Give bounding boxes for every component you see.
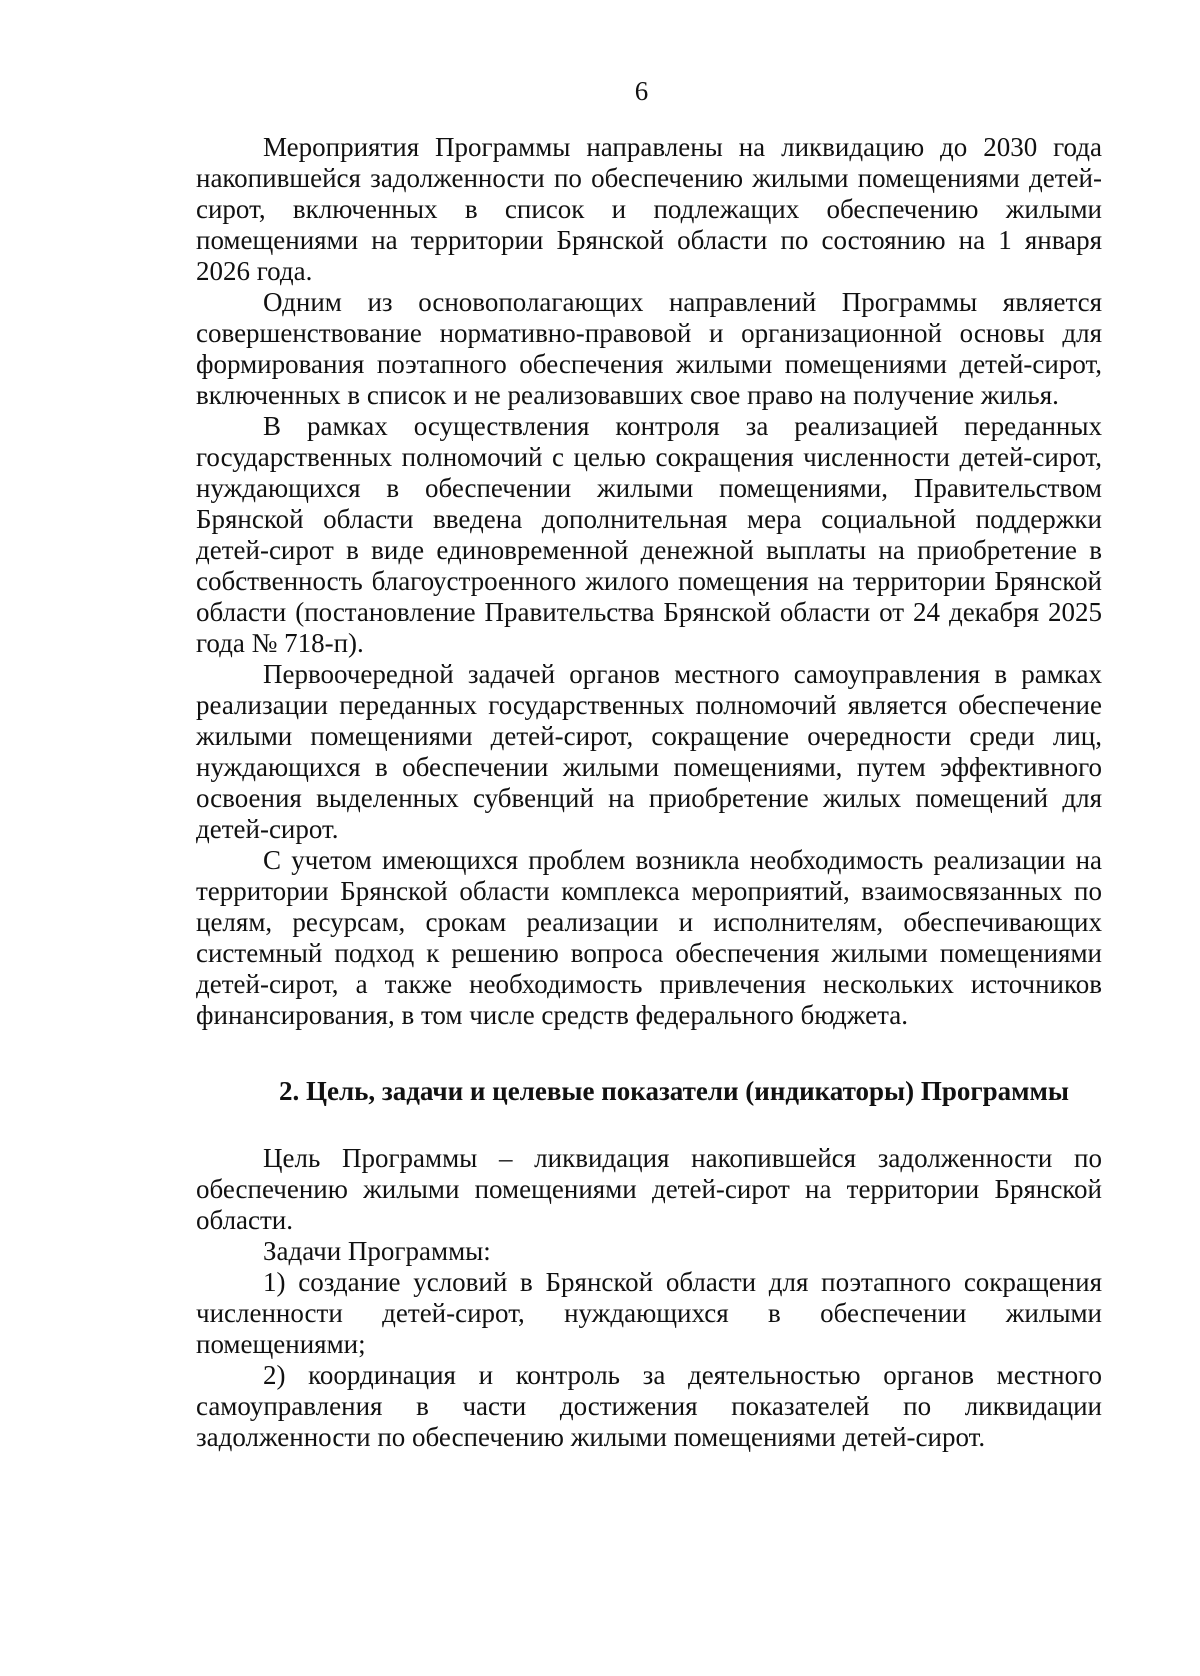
paragraph-tasks-label: Задачи Программы:: [263, 1236, 491, 1266]
document-body: [196, 132, 1102, 1453]
list-item-task-2: 2) координация и контроль за деятельностью органов местного самоуправления в части достижения показателей по ликвидации задолженности по обеспечению жилыми помещениями детей-сирот.: [196, 1360, 1102, 1452]
paragraph-control-measures: В рамках осуществления контроля за реализацией переданных государственных полномочий с целью сокращения численности детей-сирот, нуждающихся в обеспечении жилыми помещениями, Правительством Брянской области введена дополнительная мера социальной поддержки детей-сирот в виде единовременной денежной выплаты на приобретение в собственность благоустроенного жилого помещения на территории Брянской области (постановление Правительства Брянской области от 24 декабря 2025 года № 718-п).: [196, 411, 1102, 658]
paragraph-main-direction: Одним из основополагающих направлений Программы является совершенствование нормативно-правовой и организационной основы для формирования поэтапного обеспечения жилыми помещениями детей-сирот, включенных в список и не реализовавших свое право на получение жилья.: [196, 287, 1102, 410]
paragraph-program-goal-2030: Мероприятия Программы направлены на ликвидацию до 2030 года накопившейся задолженности по обеспечению жилыми помещениями детей-сирот, включенных в список и подлежащих обеспечению жилыми помещениями на территории Брянской области по состоянию на 1 января 2026 года.: [196, 132, 1102, 286]
list-item-task-1: 1) создание условий в Брянской области для поэтапного сокращения численности детей-сирот, нуждающихся в обеспечении жилыми помещениями;: [196, 1267, 1102, 1359]
section-heading: 2. Цель, задачи и целевые показатели (индикаторы) Программы: [279, 1076, 1069, 1106]
paragraph-local-government-task: Первоочередной задачей органов местного самоуправления в рамках реализации переданных государственных полномочий является обеспечение жилыми помещениями детей-сирот, сокращение очередности среди лиц, нуждающихся в обеспечении жилыми помещениями, путем эффективного освоения выделенных субвенций на приобретение жилых помещений для детей-сирот.: [196, 659, 1102, 844]
paragraph-program-goal: Цель Программы – ликвидация накопившейся задолженности по обеспечению жилыми помещениями детей-сирот на территории Брянской области.: [196, 1143, 1102, 1235]
paragraph-necessity: С учетом имеющихся проблем возникла необходимость реализации на территории Брянской области комплекса мероприятий, взаимосвязанных по целям, ресурсам, срокам реализации и исполнителям, обеспечивающих системный подход к решению вопроса обеспечения жилыми помещениями детей-сирот, а также необходимость привлечения нескольких источников финансирования, в том числе средств федерального бюджета.: [196, 845, 1102, 1030]
page-number: 6: [634, 76, 649, 106]
